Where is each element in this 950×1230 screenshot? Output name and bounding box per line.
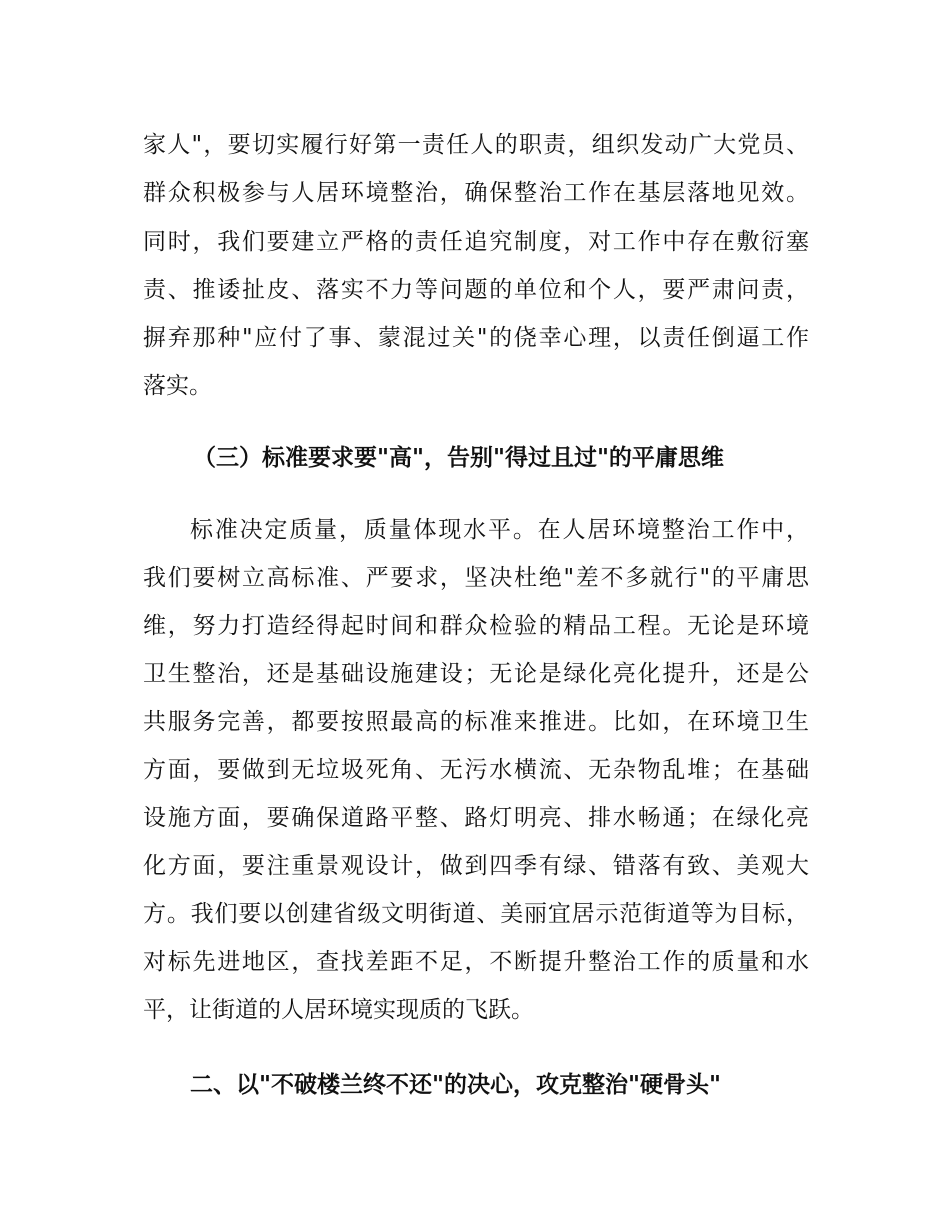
paragraph-line: 我们要树立高标准、严要求，坚决杜绝"差不多就行"的平庸思 [143, 565, 809, 591]
paragraph-line: 对标先进地区，查找差距不足，不断提升整治工作的质量和水 [143, 949, 809, 975]
paragraph-line: 落实。 [143, 373, 212, 399]
paragraph-line: 方面，要做到无垃圾死角、无污水横流、无杂物乱堆；在基础 [143, 757, 809, 783]
paragraph-line: 摒弃那种"应付了事、蒙混过关"的侥幸心理，以责任倒逼工作 [143, 325, 809, 351]
section-heading: 二、以"不破楼兰终不还"的决心，攻克整治"硬骨头" [190, 1072, 721, 1098]
section-heading: （三）标准要求要"高"，告别"得过且过"的平庸思维 [193, 445, 724, 471]
paragraph-line: 平，让街道的人居环境实现质的飞跃。 [143, 997, 534, 1023]
paragraph-line: 责、推诿扯皮、落实不力等问题的单位和个人，要严肃问责， [143, 277, 809, 303]
paragraph-line: 方。我们要以创建省级文明街道、美丽宜居示范街道等为目标， [143, 901, 809, 927]
paragraph-line: 家人"，要切实履行好第一责任人的职责，组织发动广大党员、 [143, 132, 809, 158]
paragraph-line: 标准决定质量，质量体现水平。在人居环境整治工作中， [190, 517, 809, 543]
paragraph-line: 卫生整治，还是基础设施建设；无论是绿化亮化提升，还是公 [143, 661, 809, 687]
paragraph-line: 同时，我们要建立严格的责任追究制度，对工作中存在敷衍塞 [143, 229, 809, 255]
paragraph-line: 群众积极参与人居环境整治，确保整治工作在基层落地见效。 [143, 180, 809, 206]
paragraph-line: 化方面，要注重景观设计，做到四季有绿、错落有致、美观大 [143, 853, 809, 879]
paragraph-line: 维，努力打造经得起时间和群众检验的精品工程。无论是环境 [143, 613, 809, 639]
paragraph-line: 共服务完善，都要按照最高的标准来推进。比如，在环境卫生 [143, 709, 809, 735]
paragraph-line: 设施方面，要确保道路平整、路灯明亮、排水畅通；在绿化亮 [143, 805, 809, 831]
